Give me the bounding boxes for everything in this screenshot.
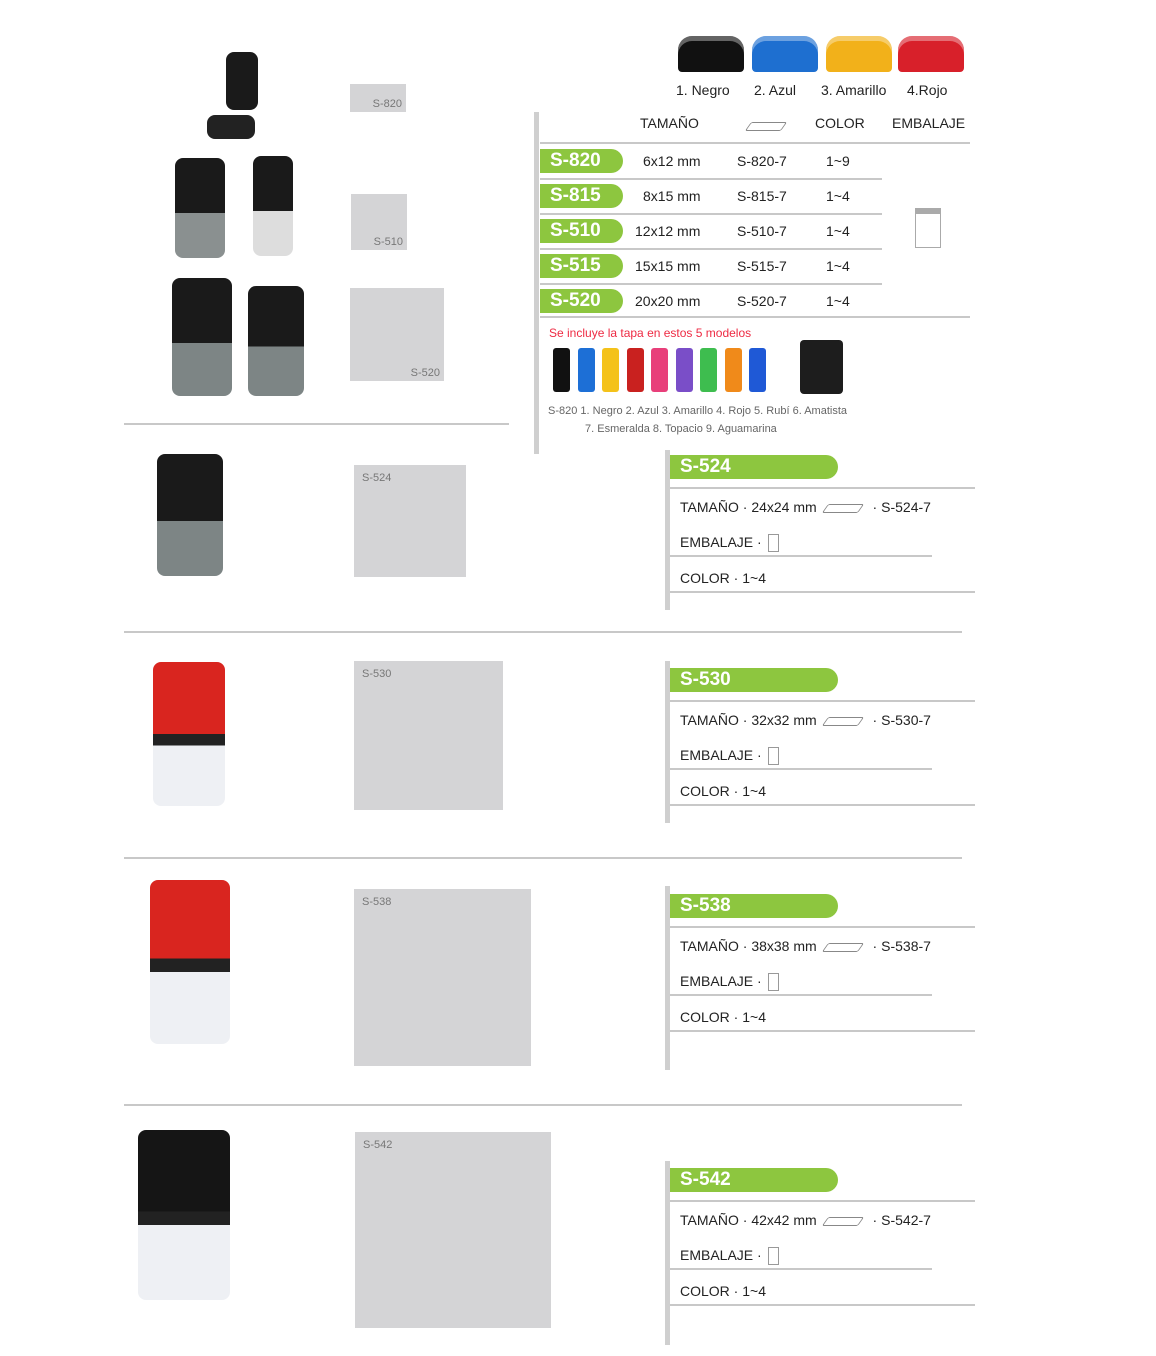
impression-sample xyxy=(355,1132,551,1328)
detail-line xyxy=(670,994,932,996)
ink-pad-icon xyxy=(822,943,864,952)
model-badge: S-820 xyxy=(540,149,623,173)
packaging-box-icon xyxy=(768,1247,779,1265)
row-pad: S-820-7 xyxy=(737,153,787,169)
s820-color-stamp xyxy=(700,348,717,392)
model-badge: S-815 xyxy=(540,184,623,208)
color-label: 3. Amarillo xyxy=(821,82,887,98)
s820-color-stamp xyxy=(627,348,644,392)
divider xyxy=(124,423,509,425)
model-badge: S-538 xyxy=(670,894,838,918)
color-value: 1~4 xyxy=(742,570,766,586)
packaging-box-icon xyxy=(915,208,941,248)
sample-label: S-542 xyxy=(363,1139,393,1151)
s820-color-list-line2: 7. Esmeralda 8. Topacio 9. Aguamarina xyxy=(585,423,777,435)
impression-sample xyxy=(350,84,406,112)
stamp-image-s538 xyxy=(150,880,230,1044)
packaging-label: EMBALAJE xyxy=(680,747,754,763)
detail-line xyxy=(670,700,975,702)
color-label: 4.Rojo xyxy=(907,82,948,98)
s820-color-list-line1: S-820 1. Negro 2. Azul 3. Amarillo 4. Rojo 5. Rubí 6. Amatista xyxy=(548,405,847,417)
row-size: 6x12 mm xyxy=(643,153,701,169)
impression-sample xyxy=(354,889,531,1066)
model-badge: S-542 xyxy=(670,1168,838,1192)
packaging-label: EMBALAJE xyxy=(680,973,754,989)
s820-color-stamp xyxy=(676,348,693,392)
stamp-image-s510 xyxy=(253,156,293,256)
detail-color-row: COLOR · 1~4 xyxy=(680,1283,766,1299)
detail-line xyxy=(670,1200,975,1202)
impression-sample xyxy=(354,661,503,810)
color-label: COLOR xyxy=(680,570,730,586)
cap-note: Se incluye la tapa en estos 5 modelos xyxy=(549,326,752,340)
s820-color-stamp xyxy=(602,348,619,392)
s820-color-stamp xyxy=(578,348,595,392)
detail-packaging-row: EMBALAJE · xyxy=(680,534,779,552)
row-size: 12x12 mm xyxy=(635,223,701,239)
detail-line xyxy=(670,591,975,593)
pad-code: S-530-7 xyxy=(881,712,931,728)
row-line xyxy=(540,248,882,250)
row-size: 15x15 mm xyxy=(635,258,701,274)
row-line xyxy=(540,178,882,180)
detail-line xyxy=(670,487,975,489)
size-label: TAMAÑO xyxy=(680,1212,739,1228)
packaging-box-icon xyxy=(768,973,779,991)
packaging-label: EMBALAJE xyxy=(680,534,754,550)
stamp-image-s520 xyxy=(248,286,304,396)
row-size: 8x15 mm xyxy=(643,188,701,204)
row-size: 20x20 mm xyxy=(635,293,701,309)
detail-color-row: COLOR · 1~4 xyxy=(680,783,766,799)
color-label: 2. Azul xyxy=(754,82,797,98)
ink-pad-icon xyxy=(822,717,864,726)
ink-pad-icon xyxy=(822,504,864,513)
stamp-image-s524 xyxy=(157,454,223,576)
divider xyxy=(124,1104,962,1106)
sample-label: S-820 xyxy=(372,98,402,110)
model-badge: S-530 xyxy=(670,668,838,692)
model-badge: S-515 xyxy=(540,254,623,278)
size-value: 32x32 mm xyxy=(751,712,817,728)
size-value: 24x24 mm xyxy=(751,499,817,515)
ink-pad-icon xyxy=(822,1217,864,1226)
color-cap-swatch xyxy=(898,36,964,72)
pad-code: S-542-7 xyxy=(881,1212,931,1228)
detail-line xyxy=(670,1030,975,1032)
color-label: COLOR xyxy=(680,783,730,799)
cap-image xyxy=(800,340,843,394)
row-pad: S-515-7 xyxy=(737,258,787,274)
size-label: TAMAÑO xyxy=(680,938,739,954)
sample-label: S-530 xyxy=(362,668,392,680)
stamp-image-s542 xyxy=(138,1130,230,1300)
sample-label: S-524 xyxy=(362,472,392,484)
row-pad: S-520-7 xyxy=(737,293,787,309)
pad-code: S-538-7 xyxy=(881,938,931,954)
detail-line xyxy=(670,926,975,928)
detail-packaging-row: EMBALAJE · xyxy=(680,973,779,991)
row-color: 1~4 xyxy=(826,258,850,274)
detail-size-row: TAMAÑO · 38x38 mm · S-538-7 xyxy=(680,938,931,954)
divider xyxy=(124,857,962,859)
detail-line xyxy=(670,1268,932,1270)
size-label: TAMAÑO xyxy=(680,499,739,515)
sample-label: S-510 xyxy=(373,236,403,248)
s820-color-stamp xyxy=(651,348,668,392)
size-label: TAMAÑO xyxy=(680,712,739,728)
divider xyxy=(124,631,962,633)
row-color: 1~9 xyxy=(826,153,850,169)
s820-color-stamp xyxy=(725,348,742,392)
header-size: TAMAÑO xyxy=(640,115,699,131)
detail-line xyxy=(670,555,932,557)
detail-packaging-row: EMBALAJE · xyxy=(680,747,779,765)
detail-color-row: COLOR · 1~4 xyxy=(680,570,766,586)
impression-sample xyxy=(350,288,444,381)
model-badge: S-510 xyxy=(540,219,623,243)
stamp-image-s530 xyxy=(153,662,225,806)
size-value: 38x38 mm xyxy=(751,938,817,954)
row-line xyxy=(540,213,882,215)
impression-sample xyxy=(354,465,466,577)
stamp-image-s515 xyxy=(172,278,232,396)
detail-color-row: COLOR · 1~4 xyxy=(680,1009,766,1025)
ink-pad-icon xyxy=(740,118,792,136)
color-value: 1~4 xyxy=(742,1283,766,1299)
detail-line xyxy=(670,804,975,806)
detail-line xyxy=(670,768,932,770)
s820-color-stamp xyxy=(749,348,766,392)
color-cap-swatch xyxy=(826,36,892,72)
pad-code: S-524-7 xyxy=(881,499,931,515)
table-bottom-line xyxy=(540,316,970,318)
table-header-line xyxy=(540,142,970,144)
size-value: 42x42 mm xyxy=(751,1212,817,1228)
color-value: 1~4 xyxy=(742,1009,766,1025)
color-cap-swatch xyxy=(678,36,744,72)
color-label: COLOR xyxy=(680,1009,730,1025)
detail-size-row: TAMAÑO · 24x24 mm · S-524-7 xyxy=(680,499,931,515)
detail-line xyxy=(670,1304,975,1306)
detail-size-row: TAMAÑO · 42x42 mm · S-542-7 xyxy=(680,1212,931,1228)
model-badge: S-524 xyxy=(670,455,838,479)
color-value: 1~4 xyxy=(742,783,766,799)
s820-color-stamp xyxy=(553,348,570,392)
header-color: COLOR xyxy=(815,115,865,131)
row-pad: S-510-7 xyxy=(737,223,787,239)
color-cap-swatch xyxy=(752,36,818,72)
sample-label: S-538 xyxy=(362,896,392,908)
model-badge: S-520 xyxy=(540,289,623,313)
stamp-cap-image-s820 xyxy=(207,115,255,139)
row-color: 1~4 xyxy=(826,293,850,309)
packaging-box-icon xyxy=(768,747,779,765)
stamp-image-s820 xyxy=(226,52,258,110)
color-label: COLOR xyxy=(680,1283,730,1299)
table-side-bar xyxy=(534,112,539,454)
packaging-box-icon xyxy=(768,534,779,552)
row-color: 1~4 xyxy=(826,188,850,204)
row-line xyxy=(540,283,882,285)
color-label: 1. Negro xyxy=(676,82,730,98)
sample-label: S-520 xyxy=(410,367,440,379)
packaging-label: EMBALAJE xyxy=(680,1247,754,1263)
row-pad: S-815-7 xyxy=(737,188,787,204)
header-packaging: EMBALAJE xyxy=(892,115,966,131)
detail-packaging-row: EMBALAJE · xyxy=(680,1247,779,1265)
row-color: 1~4 xyxy=(826,223,850,239)
detail-size-row: TAMAÑO · 32x32 mm · S-530-7 xyxy=(680,712,931,728)
stamp-image-s815 xyxy=(175,158,225,258)
impression-sample xyxy=(351,194,407,250)
